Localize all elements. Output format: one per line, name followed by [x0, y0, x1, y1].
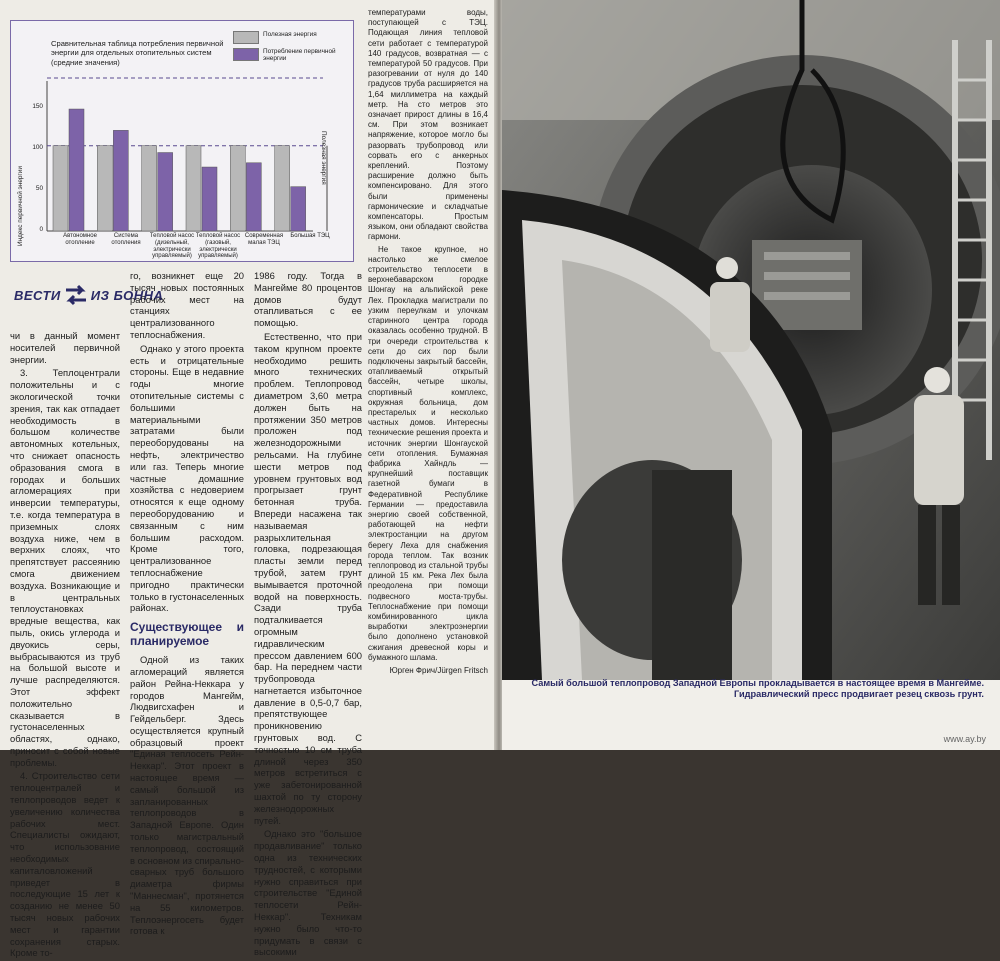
category-label: Большая ТЭЦ — [290, 233, 330, 239]
tick-label: 100 — [32, 144, 43, 151]
legend-swatch-primary — [233, 48, 259, 61]
bar-useful-energy — [142, 146, 157, 231]
text-column-2 — [130, 270, 244, 939]
bar-primary-energy — [291, 187, 306, 231]
text-column-3 — [254, 270, 362, 960]
chart — [10, 20, 354, 262]
paragraph: 4. Строительство сети теплоцентралей и теплопроводов ведет к увеличению количества рабочих мест. Специалисты ожидают, что использование необходимых капиталовложений приведет в последующие 15 лет к созданию не менее 50 тысяч новых рабочих мест и гарантии сохранения старых. Кроме то- — [10, 770, 120, 959]
arrows-logo-icon — [64, 284, 88, 306]
chart-legend — [233, 31, 348, 67]
category-label: Система отопления — [111, 233, 141, 246]
category-label: Тепловой насос (газовый, электрически управляемый) — [195, 233, 241, 260]
bar-primary-energy — [69, 109, 84, 231]
paragraph: 3. Теплоцентрали положительны и с экологической точки зрения, так как отпадает необходимость в большом количестве автономных котельных, что снижает опасность образования смога в городах и больших агломерациях при инверсии температуры, т.е. когда температура в приземных слоях воздуха ниже, чем в верхних слоях, что препятствует рассеянию смога движением воздуха. Возникающие и в центральных теплоустановках вредные вещества, как пыль, окись углерода и двуокись серы, выбрасываются из труб на большой высоте и лучше распределяются. Этот эффект положительно сказывается в густонаселенных областях, однако, приносит с собой новые проблемы. — [10, 367, 120, 768]
watermark: www.ay.by — [943, 734, 986, 744]
category-label: Современная малая ТЭЦ — [244, 233, 284, 246]
text-column-1 — [10, 330, 120, 961]
bar-useful-energy — [230, 146, 245, 231]
chart-title: Сравнительная таблица потребления первичной энергии для отдельных отопительных систем (средние значения) — [51, 39, 224, 67]
paragraph: го, возникнет еще 20 тысяч новых постоянных рабочих мест на станциях централизованного теплоснабжения. — [130, 270, 244, 340]
paragraph: чи в данный момент носителей первичной энергии. — [10, 330, 120, 365]
bar-primary-energy — [246, 163, 261, 231]
bar-useful-energy — [275, 146, 290, 231]
paragraph: 1986 году. Тогда в Мангейме 80 процентов домов будут отапливаться с ее помощью. — [254, 270, 362, 329]
author-signature: Юрген Фрич/Jürgen Fritsch — [389, 666, 488, 675]
bar-useful-energy — [53, 146, 68, 231]
bar-useful-energy — [186, 146, 201, 231]
text-column-4 — [368, 8, 488, 677]
logo-word-2: ИЗ БОННА — [90, 287, 164, 303]
photo-caption: Самый большой теплопровод Западной Европы прокладывается в настоящее время в Мангейме. Гидравлический пресс продвигает резец сквозь грунт. — [531, 678, 984, 699]
logo-word-1: ВЕСТИ — [14, 287, 61, 303]
bar-primary-energy — [113, 130, 128, 231]
bar-primary-energy — [158, 153, 173, 231]
legend-item — [233, 48, 348, 63]
tick-label: 0 — [39, 226, 43, 233]
legend-item — [233, 31, 348, 44]
paragraph: Одной из таких агломераций является район Рейна-Неккара у городов Мангейм, Людвигсхафен и Гейдельберг. Здесь осуществляется крупный образцовый проект "Единая теплосеть Рейн-Неккар". Этот проект в настоящее время — самый большой из запланированных теплопроводов в Западной Европе. Один только магистральный теплопровод, состоящий в основном из спирально-сварных труб большого диаметра фирмы "Маннесман", протянется на 55 километров. Теплоэнергосеть будет готова к — [130, 654, 244, 937]
category-label: Тепловой насос (дизельный, электрически управляемый) — [149, 233, 195, 260]
category-label: Автономное отопление — [63, 233, 97, 246]
paragraph: Естественно, что при таком крупном проекте необходимо решить много технических проблем. Теплопровод диаметром 3,60 метра должен быть на протяжении 350 метров проложен под железнодорожными рельсами. На глубине шести метров под уровнем грунтовых вод прогрызает грунт бетонная труба. Впереди насажена так называемая разрыхлительная головка, подрезающая пласты земли перед трубой, затем грунт вымывается проточной водой на поверхность. Сзади труба подталкивается огромным гидравлическим прессом давлением 600 бар. На переднем части трубопровода нагнетается избыточное давление в 0,5-0,7 бар, препятствующее проникновению грунтовых вод. С точностью 10 см труба длиной через 350 метров встретиться с уже забетонированной шахтой по ту сторону железнодорожных путей. — [254, 330, 362, 826]
y-axis-label: Индекс первичной энергии — [17, 166, 24, 246]
tick-label: 150 — [32, 103, 43, 110]
bar-primary-energy — [202, 167, 217, 231]
legend-label: Потребление первичной энергии — [263, 48, 336, 63]
paragraph: Однако это "большое продавливание" только одна из технических трудностей, с которыми нужно справиться при строительстве "Единой теплосети Рейн-Неккар". Техникам нужно было что-то придумать в связи с высокими — [254, 828, 362, 958]
paragraph: температурами воды, поступающей с ТЭЦ. Подающая линия тепловой сети работает с температурой 140 градусов, возвратная — с температурой 50 градусов. При разогревании от нуля до 140 градусов труба расширяется на 1,64 миллиметра на каждый метр. На сто метров это означает прирост длины в 16,4 см. При этом возникает напряжение, которое могло бы разорвать трубопровод или сорвать его с анкерных креплений. Поэтому расширение должно быть компенсировано. Для этого были применены гармонические и складчатые компенсаторы. Простым языком, они обладают свойства гармони. — [368, 8, 488, 242]
right-page — [502, 0, 1000, 750]
section-heading: Существующее и планируемое — [130, 620, 244, 649]
paragraph: Однако у этого проекта есть и отрицательные стороны. Еще в недавние годы многие отопительные системы с большими материальными затратами были переоборудованы на нефть, электричество или газ. Теперь многие частные домашние хозяйства с недоверием относятся к еще одному переоборудованию и связанным с ним большим расходом. Кроме того, централизованное теплоснабжение пригодно практически только в густонаселенных районах. — [130, 342, 244, 614]
right-axis-label: Полезная энергия — [320, 131, 327, 185]
legend-swatch-useful — [233, 31, 259, 44]
legend-label: Полезная энергия — [263, 31, 317, 38]
tunnel-pipe-photo — [502, 0, 1000, 680]
paragraph: Не такое крупное, но настолько же смелое строительство теплосети в верхнебаварском городке Шонгау на альпийской реке Лех. Прокладка магистрали по узким переулкам и улочкам старинного центра города оказалась особенно трудной. В три очереди строительства к сети до сих пор были подключены закрытый бассейн, отапливаемый открытый бассейн, четыре школы, спортивный комплекс, окружная больница, дом престарелых и несколько частных домов. Интересны технические решения проекта и источник энергии Шонгауской сети отопления. Бумажная фабрика Хайндль — крупнейший поставщик газетной бумаги в Федеративной Республике Германии — предоставила энергию своей собственной, работающей на нефти электростанции на другом берегу Леха для снабжения города теплом. Так возник теплопровод из стальной трубы длиной 15 км. Река Лех была преодолена при помощи подвесного моста-трубы. Теплоснабжение при помощи комбинированного цикла выработки электроэнергии было дополнено установкой сжигания древесной коры и бумажного шлама. — [368, 244, 488, 662]
tick-label: 50 — [35, 185, 43, 192]
bar-useful-energy — [97, 146, 112, 231]
